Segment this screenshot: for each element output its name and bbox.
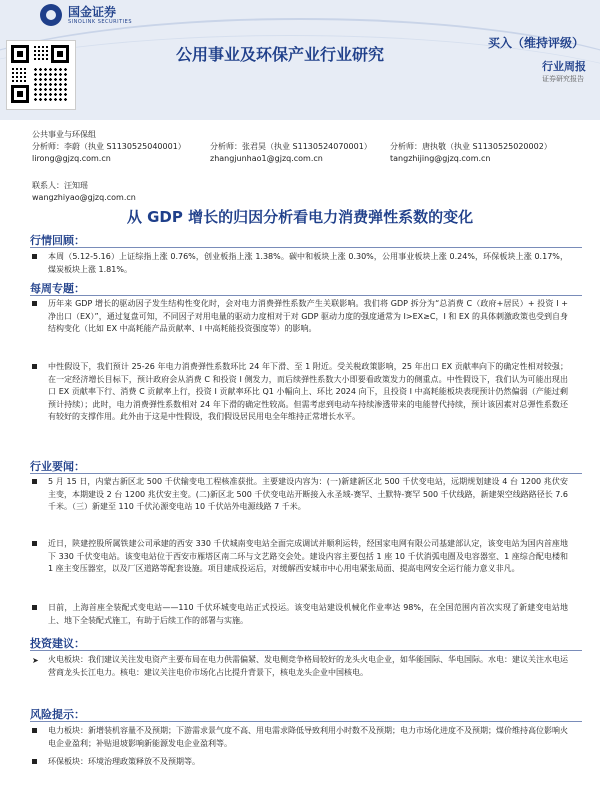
bullet-square-icon [32,605,37,610]
section-heading-review: 行情回顾： [30,234,85,247]
section-heading-advice: 投资建议： [30,637,85,650]
section-heading-risk: 风险提示： [30,708,85,721]
bullet-square-icon [32,728,37,733]
analyst-email[interactable]: lirong@gjzq.com.cn [32,154,111,163]
analyst-info [390,141,552,165]
section-heading-news: 行业要闻： [30,460,85,473]
company-logo [40,4,132,26]
list-item: 日前，上海首座全装配式变电站——110 千伏环城变电站正式投运。该变电站建设机械化作业率达 98%，在全国范围内首次实现了新建变电站地上、地下全装配式施工，有助于后续工作的部署与实施。 [32,602,568,627]
analyst-info [210,141,372,165]
analyst-info [32,141,186,165]
analyst-line: 分析师：李蔚（执业 S1130525040001） [32,142,186,151]
contact-info [32,180,136,204]
industry-group: 公共事业与环保组 [32,130,96,139]
report-type: 证券研究报告 [542,75,584,83]
analyst-line: 分析师：张君昊（执业 S1130524070001） [210,142,372,151]
bullet-square-icon [32,759,37,764]
page-title: 从 GDP 增长的归因分析看电力消费弹性系数的变化 [126,208,474,226]
logo-icon [40,4,62,26]
list-item: 电力板块：新增装机容量不及预期；下游需求景气度不高、用电需求降低导致利用小时数不及预期；电力市场化进度不及预期；煤价维持高位影响火电企业盈利；补贴退坡影响新能源发电企业盈利等。 [32,725,568,750]
section-heading-topic: 每周专题： [30,282,85,295]
logo-name-cn: 国金证券 [68,5,117,19]
list-item: 环保板块：环境治理政策释放不及预期等。 [32,756,568,769]
list-item: 本周（5.12-5.16）上证综指上涨 0.76%，创业板指上涨 1.38%。碳中和板块上涨 0.30%，公用事业板块上涨 0.24%，环保板块上涨 0.17%，煤炭板块上涨 1.81%。 [32,251,568,276]
analyst-line: 分析师：唐执敬（执业 S1130525020002） [390,142,552,151]
report-series-title: 公用事业及环保产业行业研究 [176,45,385,64]
report-header [0,0,600,120]
arrow-right-icon: ➤ [32,656,39,665]
bullet-square-icon [32,364,37,369]
bullet-square-icon [32,541,37,546]
bullet-square-icon [32,301,37,306]
list-item: ➤ 火电板块：我们建议关注发电资产主要布局在电力供需偏紧、发电侧竞争格局较好的龙头火电企业，如华能国际、华电国际。水电：建议关注水电运营商龙头长江电力。核电：建议关注电价市场化占比提升背景下，核电龙头企业中国核电。 [32,655,568,677]
rating-badge: 买入（维持评级） [487,36,584,50]
bullet-square-icon [32,479,37,484]
logo-name-en: SINOLINK SECURITIES [68,19,132,25]
report-kind: 行业周报 [542,60,586,73]
list-item: 5 月 15 日，内蒙古新区北 500 千伏输变电工程核准获批。主要建设内容为：(一)新建新区北 500 千伏变电站，远期规划建设 4 台 1200 兆伏安主变，本期建设 2 台 1200 兆伏安主变。(二)新区北 500 千伏变电站开断接入永圣域-赛罕、土默特-赛罕 500 千伏线路，新建架空线路路径长 7.6 千米。（三）新建至 110 千伏沁源变电站 10 千伏站外电源线路 7 千米。 [32,476,568,514]
contact-name: 联系人：汪知瑶 [32,181,88,190]
bullet-square-icon [32,254,37,259]
qr-code-icon [6,40,76,110]
list-item: 近日，陕建控股所属铁建公司承建的西安 330 千伏城南变电站全面完成调试并顺利运转，经国家电网有限公司基建部认定，该变电站为国内首座地下 330 千伏变电站。该变电站位于西安市雁塔区南二环与文艺路交会处。建设内容主要包括 1 座 10 千伏消弧电圈及电容器室、1 座综合配电楼和 1 座主变压器室，以及厂区道路等配套设施。项目建成投运后，对缓解西安城市中心用电紧张局面、提高电网安全运行能力意义非凡。 [32,538,568,576]
list-item: 中性假设下，我们预计 25-26 年电力消费弹性系数环比 24 年下滑、至 1 附近。受关税政策影响，25 年出口 EX 贡献率向下的确定性相对较强；在一定经济增长目标下，预计政府会从消费 C 和投资 I 侧发力，而后续弹性系数大小即要看政策发力的侧重点。中性假设下，我们认为可能出现出口 EX 贡献率下行、消费 C 贡献率上行，投资 I 贡献率环比 Q1 小幅向上、环比 2024 向下，且投资 I 中高耗能板块表现预计仍然偏弱（产能过剩预计持续）；此时，电力消费弹性系数相对 24 年下滑的确定性较高。但需考虑到电动车持续渗透带来的电能替代持续，预计该因素对总弹性系数还有较好的支撑作用。此外由于这是中性假设，我们假设居民用电全年维持正常增长水平。 [32,361,568,424]
analyst-email[interactable]: zhangjunhao1@gjzq.com.cn [210,154,323,163]
analyst-email[interactable]: tangzhijing@gjzq.com.cn [390,154,491,163]
list-item: 历年来 GDP 增长的驱动因子发生结构性变化时，会对电力消费弹性系数产生关联影响。我们将 GDP 拆分为“总消费 C（政府+居民）+ 投资 I + 净出口（EX）”，通过复盘可知，不同因子对用电量的驱动力度相对于对 GDP 驱动力度的强度通常为 I>EX≥C，I 和 EX 的具体刺激政策也受到自身结构变化（比如 EX 中高耗能产品贡献率、I 中高耗能投资强度等）的影响。 [32,298,568,336]
contact-email[interactable]: wangzhiyao@gjzq.com.cn [32,193,136,202]
